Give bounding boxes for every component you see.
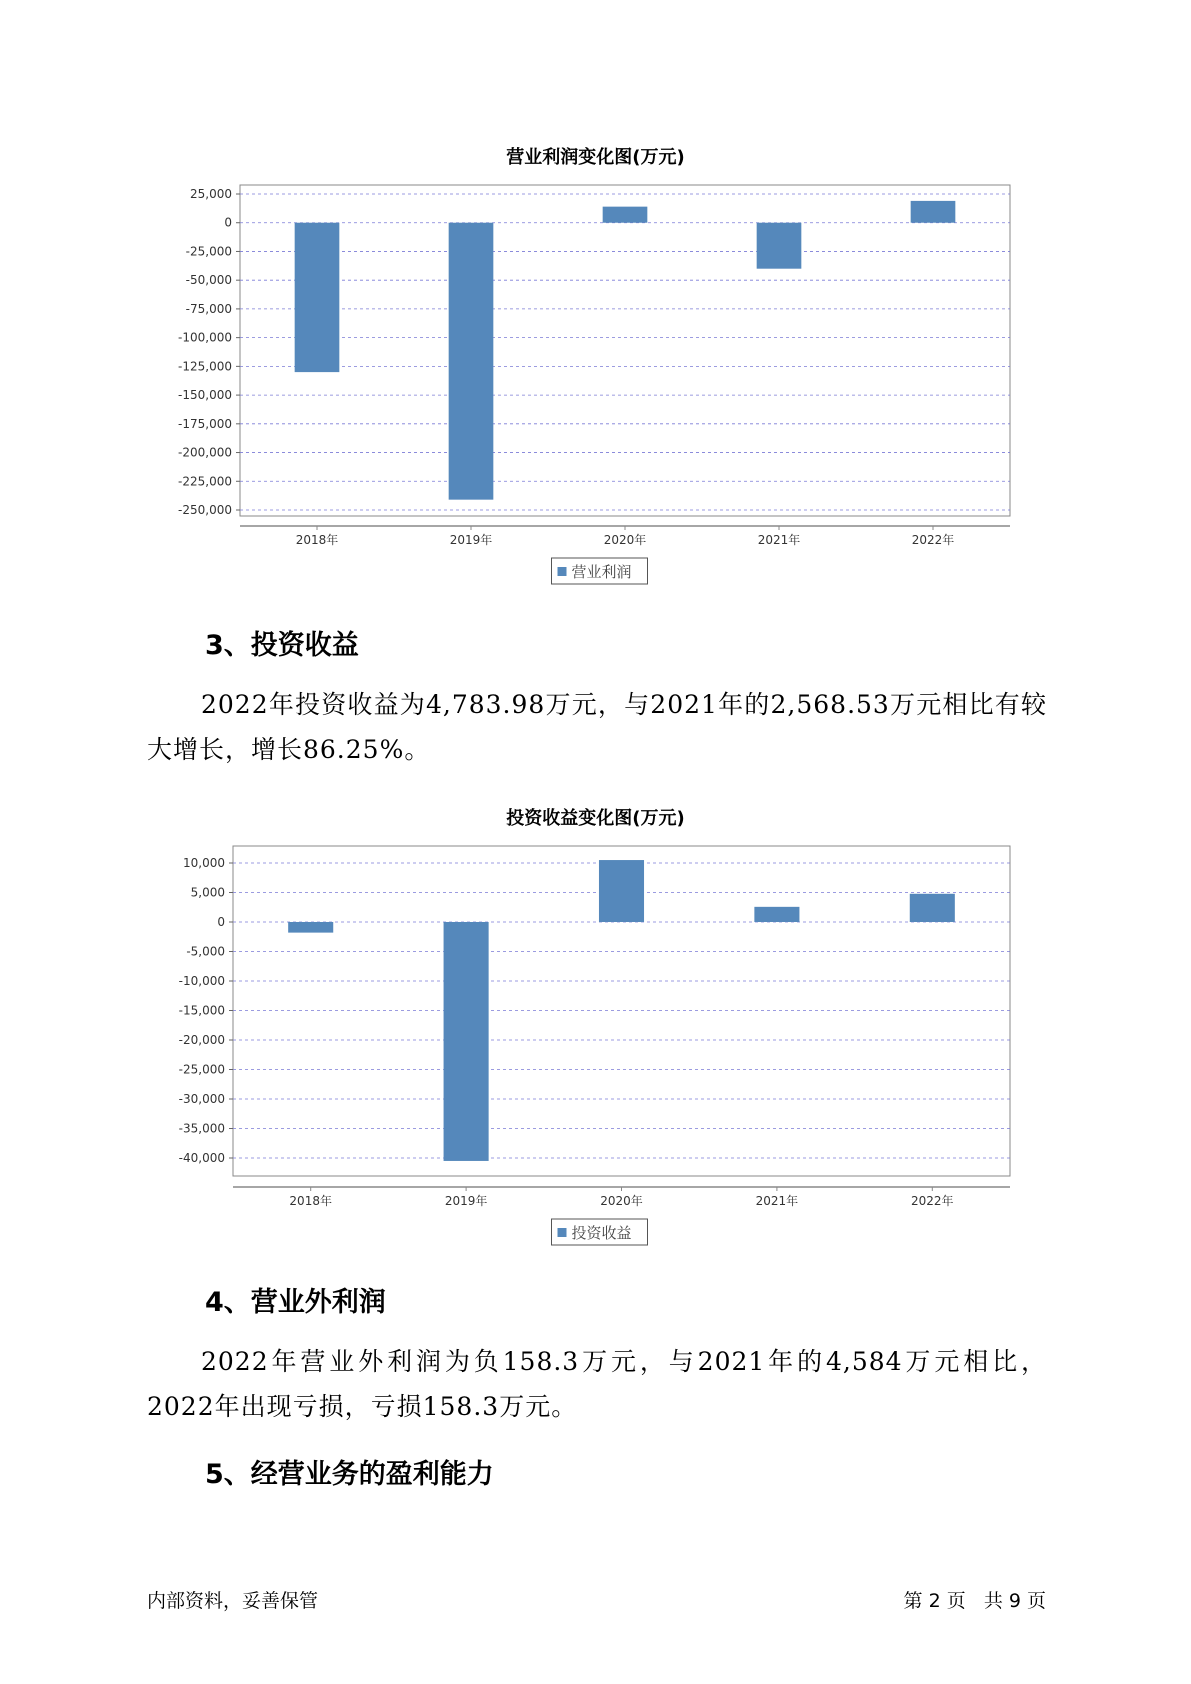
y-tick-label: -150,000 xyxy=(178,388,232,403)
y-tick-label: 10,000 xyxy=(183,856,225,870)
chart2-title: 投资收益变化图(万元) xyxy=(506,808,685,829)
bar-2020年 xyxy=(603,207,648,223)
y-tick-label: -250,000 xyxy=(178,503,232,517)
x-tick-label: 2022年 xyxy=(911,1194,954,1208)
y-tick-label: -175,000 xyxy=(178,416,232,431)
x-tick-label: 2022年 xyxy=(911,533,955,547)
y-tick-label: -25,000 xyxy=(185,244,232,259)
y-tick-label: 25,000 xyxy=(190,187,232,201)
y-tick-label: -75,000 xyxy=(185,301,232,316)
y-tick-label: -25,000 xyxy=(178,1062,225,1077)
plot-frame xyxy=(240,185,1010,516)
section-4-paragraph: 2022年营业外利润为负158.3万元，与2021年的4,584万元相比，2022年出现亏损，亏损158.3万元。 xyxy=(147,1347,1047,1421)
investment-income-chart xyxy=(0,841,1191,1281)
bar-2019年 xyxy=(449,223,494,500)
bar-2021年 xyxy=(754,907,799,922)
footer-confidential-note: 内部资料，妥善保管 xyxy=(147,1590,319,1612)
x-tick-label: 2020年 xyxy=(600,1194,643,1208)
bar-2020年 xyxy=(599,860,644,922)
y-tick-label: -35,000 xyxy=(178,1121,225,1136)
x-tick-label: 2018年 xyxy=(295,533,339,547)
y-tick-label: -15,000 xyxy=(178,1003,225,1018)
x-tick-label: 2019年 xyxy=(449,533,493,547)
bar-2021年 xyxy=(757,223,802,269)
y-tick-label: -20,000 xyxy=(178,1033,225,1047)
section-5-heading: 5、经营业务的盈利能力 xyxy=(205,1459,494,1490)
x-tick-label: 2021年 xyxy=(755,1194,799,1208)
x-tick-label: 2020年 xyxy=(603,533,647,547)
y-tick-label: -40,000 xyxy=(178,1151,225,1165)
chart1-title: 营业利润变化图(万元) xyxy=(506,147,685,168)
y-tick-label: -200,000 xyxy=(178,445,232,460)
y-tick-label: -5,000 xyxy=(186,944,225,959)
section-3-paragraph: 2022年投资收益为4,783.98万元，与2021年的2,568.53万元相比有较大增长，增长86.25%。 xyxy=(147,690,1047,764)
bar-2022年 xyxy=(911,201,956,223)
y-tick-label: 5,000 xyxy=(190,885,225,900)
y-tick-label: -225,000 xyxy=(178,474,232,489)
footer-page-number: 第 2 页 共 9 页 xyxy=(903,1590,1046,1612)
section-3-heading: 3、投资收益 xyxy=(205,630,359,661)
y-tick-label: 0 xyxy=(224,215,232,230)
y-tick-label: -10,000 xyxy=(178,974,225,988)
operating-profit-chart xyxy=(0,180,1191,620)
bar-2018年 xyxy=(288,922,333,933)
bar-2019年 xyxy=(444,922,489,1161)
x-tick-label: 2019年 xyxy=(444,1194,488,1208)
legend-swatch xyxy=(558,567,567,576)
y-tick-label: -125,000 xyxy=(178,359,232,374)
legend-swatch xyxy=(558,1228,567,1237)
legend-label: 投资收益 xyxy=(571,1224,632,1242)
legend-label: 营业利润 xyxy=(571,563,632,581)
x-tick-label: 2018年 xyxy=(289,1194,332,1208)
bar-2018年 xyxy=(295,223,340,372)
section-4-heading: 4、营业外利润 xyxy=(205,1287,386,1318)
y-tick-label: 0 xyxy=(217,915,225,929)
y-tick-label: -100,000 xyxy=(178,330,232,345)
y-tick-label: -50,000 xyxy=(185,273,232,288)
bar-2022年 xyxy=(910,894,955,922)
x-tick-label: 2021年 xyxy=(757,533,801,547)
y-tick-label: -30,000 xyxy=(178,1092,225,1106)
